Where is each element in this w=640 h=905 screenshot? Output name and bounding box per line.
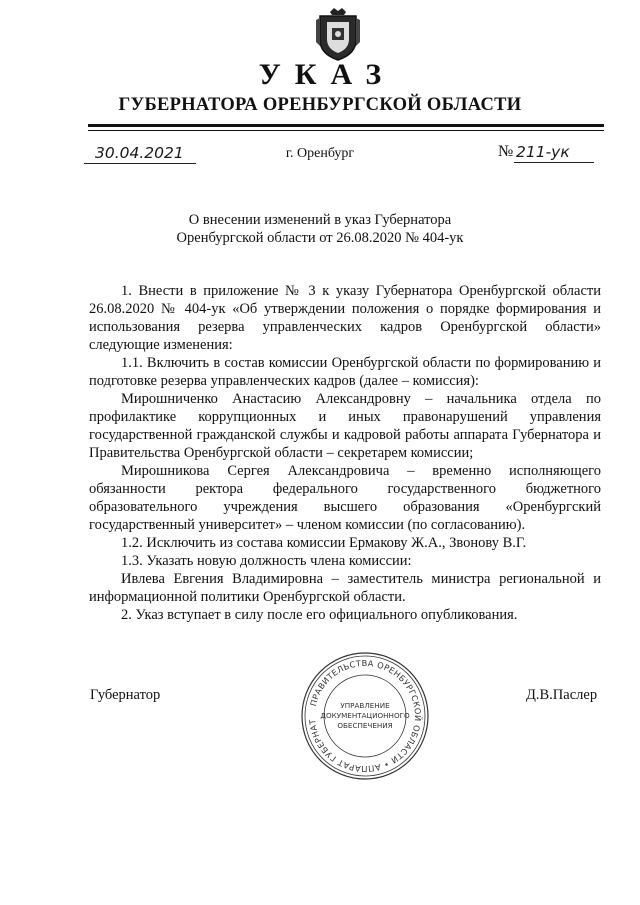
heading-line-2: Оренбургской области от 26.08.2020 № 404-ук — [176, 230, 464, 246]
seal-center-line-2: ДОКУМЕНТАЦИОННОГО — [320, 711, 410, 720]
paragraph-member-3: Ивлева Евгения Владимировна – заместитель министра региональной и информационной политики Оренбургской области. — [89, 571, 601, 605]
header-rule-thick — [88, 124, 604, 127]
official-seal-stamp — [300, 651, 430, 781]
document-title: УКАЗ — [258, 58, 396, 91]
seal-center-line-1: УПРАВЛЕНИЕ — [340, 701, 390, 710]
paragraph-1: 1. Внести в приложение № 3 к указу Губернатора Оренбургской области 26.08.2020 № 404-ук «Об утверждении положения о порядке формирования и использования резерва управленческих кадров Оренбургской области» следующие изменения: — [89, 283, 601, 353]
date-underline — [84, 163, 196, 164]
seal-ring-text: ПРАВИТЕЛЬСТВА ОРЕНБУРГСКОЙ ОБЛАСТИ • АППАРАТ ГУБЕРНАТ — [307, 657, 424, 775]
heading-line-1: О внесении изменений в указ Губернатора — [188, 212, 452, 228]
seal-center-line-3: ОБЕСПЕЧЕНИЯ — [337, 721, 393, 730]
coat-of-arms-icon — [314, 6, 362, 62]
document-city: г. Оренбург — [285, 146, 355, 161]
paragraph-2: 2. Указ вступает в силу после его официального опубликования. — [121, 607, 518, 623]
document-subtitle: ГУБЕРНАТОРА ОРЕНБУРГСКОЙ ОБЛАСТИ — [118, 95, 522, 115]
number-underline — [514, 162, 594, 163]
paragraph-1-3: 1.3. Указать новую должность члена комиссии: — [121, 553, 412, 569]
document-heading — [0, 211, 640, 247]
paragraph-1-1: 1.1. Включить в состав комиссии Оренбургской области по формированию и подготовке резерва управленческих кадров (далее – комиссия): — [89, 355, 601, 389]
paragraph-1-2: 1.2. Исключить из состава комиссии Ермакову Ж.А., Звонову В.Г. — [121, 535, 527, 551]
paragraph-member-2: Мирошникова Сергея Александровича – временно исполняющего обязанности ректора федерального государственного бюджетного образовательного учреждения высшего образования «Оренбургский государственный университет» – членом комиссии (по согласованию). — [89, 463, 601, 533]
paragraph-member-1: Мирошниченко Анастасию Александровну – начальника отдела по профилактике коррупционных и иных правонарушений управления государственной гражданской службы и кадровой работы аппарата Губернатора и Правительства Оренбургской области – секретарем комиссии; — [89, 391, 601, 461]
document-number: 211-ук — [516, 143, 570, 161]
signatory-name: Д.В.Паслер — [526, 687, 598, 703]
number-label: № — [498, 143, 514, 160]
document-date: 30.04.2021 — [95, 144, 184, 162]
signatory-position: Губернатор — [90, 687, 161, 703]
document-body — [89, 282, 601, 624]
header-rule-thin — [88, 130, 604, 131]
